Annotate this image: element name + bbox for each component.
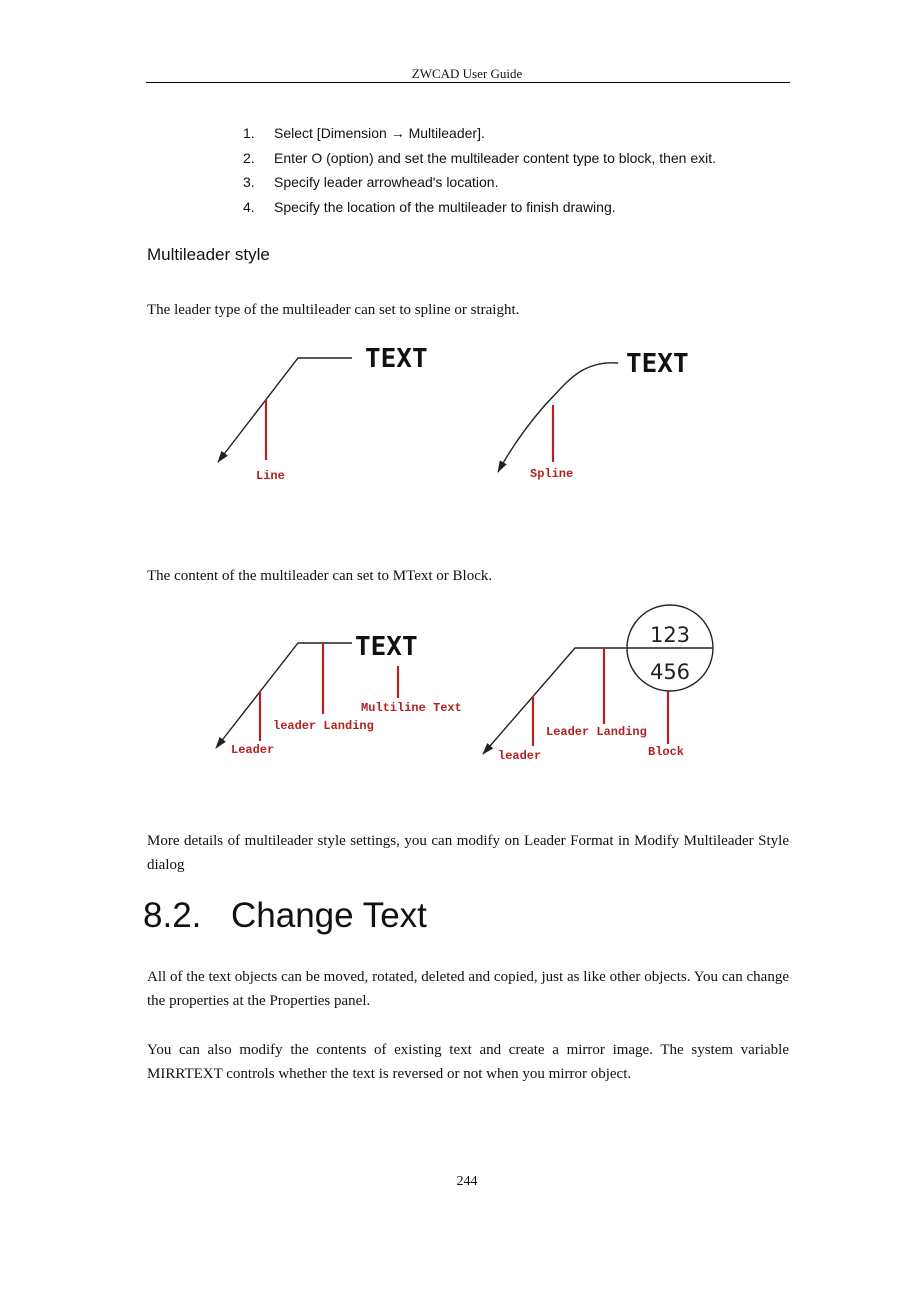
text-sample: TEXT	[355, 632, 418, 662]
block-label: Block	[648, 745, 685, 759]
step-text: Specify the location of the multileader to finish drawing.	[274, 198, 616, 215]
leader-landing-label: leader Landing	[273, 719, 374, 733]
leader-type-paragraph: The leader type of the multileader can set to spline or straight.	[147, 302, 520, 318]
block-top-value: 123	[649, 623, 691, 647]
list-item	[243, 170, 716, 195]
change-text-paragraph-2: You can also modify the contents of existing text and create a mirror image. The system variable MIRRTEXT controls whether the text is reversed or not when you mirror object.	[147, 1042, 789, 1082]
step-number: 3.	[243, 174, 255, 190]
leader-label: Leader	[231, 743, 275, 757]
content-type-figure	[200, 596, 740, 776]
step-number: 4.	[243, 198, 255, 215]
header-rule	[146, 82, 790, 83]
block-bottom-value: 456	[649, 660, 691, 684]
change-text-paragraph-1: All of the text objects can be moved, rotated, deleted and copied, just as like other objects. You can change the properties at the Properties panel.	[147, 969, 789, 1009]
line-leader-diagram	[218, 344, 428, 483]
text-sample: TEXT	[365, 344, 428, 374]
content-paragraph: The content of the multileader can set to MText or Block.	[147, 568, 493, 584]
chapter-number: 8.2.	[143, 896, 202, 935]
list-item	[243, 146, 716, 171]
step-text: Enter O (option) and set the multileader content type to block, then exit.	[274, 149, 717, 166]
list-item	[243, 195, 716, 220]
page-header-title: ZWCAD User Guide	[411, 66, 523, 81]
leader-label: leader	[498, 749, 542, 763]
section-heading: Multileader style	[147, 245, 270, 264]
page-number: 244	[456, 1174, 478, 1189]
leader-landing-label: Leader Landing	[546, 725, 647, 739]
step-number: 1.	[243, 125, 255, 141]
chapter-heading	[143, 896, 427, 936]
block-diagram	[483, 605, 713, 763]
steps-list	[243, 121, 716, 219]
line-label: Line	[256, 469, 285, 483]
chapter-title: Change Text	[231, 896, 427, 935]
step-number: 2.	[243, 149, 255, 166]
more-details-paragraph: More details of multileader style settings, you can modify on Leader Format in Modify Multileader Style dialog	[147, 833, 789, 873]
spline-leader-diagram	[498, 349, 689, 481]
mtext-diagram	[216, 632, 462, 757]
step-text: Select [Dimension → Multileader].	[274, 125, 485, 141]
text-sample: TEXT	[626, 349, 689, 379]
multiline-text-label: Multiline Text	[361, 701, 462, 715]
step-text: Specify leader arrowhead's location.	[274, 174, 499, 190]
list-item	[243, 121, 716, 146]
spline-label: Spline	[530, 467, 574, 481]
leader-type-figure	[200, 330, 740, 500]
